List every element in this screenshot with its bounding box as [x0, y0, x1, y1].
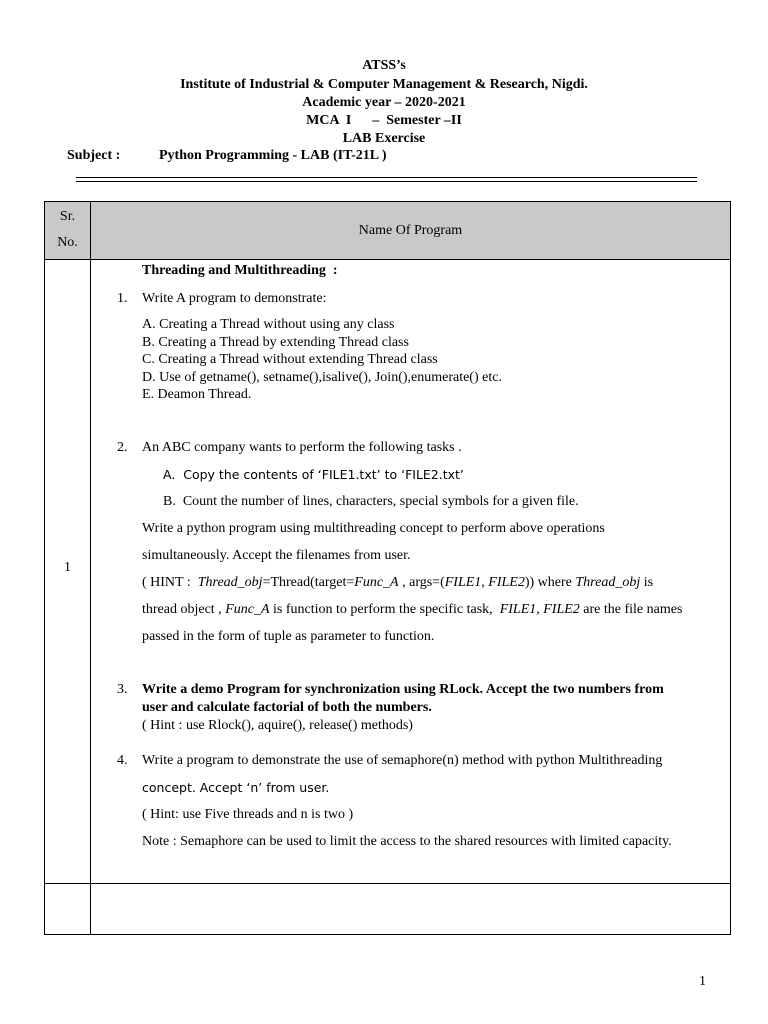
- table-row: [45, 260, 731, 884]
- q4-note: Note : Semaphore can be used to limit the access to the shared resources with limited capacity.: [142, 834, 672, 849]
- q2-para-line2: simultaneously. Accept the filenames from user.: [142, 548, 411, 563]
- q1-list: [142, 317, 502, 405]
- subject-value: Python Programming - LAB (IT-21L ): [159, 148, 387, 163]
- sr-cell: [45, 260, 91, 884]
- q3-hint: ( Hint : use Rlock(), aquire(), release() methods): [142, 718, 413, 733]
- header-divider-bottom: [76, 181, 697, 182]
- table-row-empty: [45, 884, 731, 935]
- list-item: D. Use of getname(), setname(),isalive(), Join(),enumerate() etc.: [142, 369, 502, 385]
- q1-text: 1. Write A program to demonstrate:: [117, 291, 327, 306]
- q2-hint-line2: thread object , Func_A is function to perform the specific task, FILE1, FILE2 are the file names: [142, 602, 683, 617]
- q2-hint-line1: ( HINT : Thread_obj=Thread(target=Func_A , args=(FILE1, FILE2)) where Thread_obj is: [142, 575, 654, 590]
- program-cell: [91, 260, 731, 884]
- table-header-row: [45, 202, 731, 260]
- q2-item-a: A. Copy the contents of ‘FILE1.txt’ to ‘FILE2.txt’: [163, 467, 464, 482]
- serial-number: 1: [64, 560, 71, 575]
- col-name-header: Name Of Program: [91, 202, 731, 260]
- section-title: Threading and Multithreading :: [142, 263, 338, 278]
- header-lab-exercise: LAB Exercise: [342, 131, 426, 146]
- q3-line2: user and calculate factorial of both the numbers.: [142, 700, 432, 715]
- list-item: C. Creating a Thread without extending Thread class: [142, 352, 438, 368]
- q4-hint: ( Hint: use Five threads and n is two ): [142, 807, 354, 822]
- q3-line1: 3. Write a demo Program for synchronization using RLock. Accept the two numbers from: [117, 682, 664, 697]
- empty-sr-cell: [45, 884, 91, 935]
- col-sr-header: Sr. No.: [45, 202, 91, 260]
- list-item: E. Deamon Thread.: [142, 387, 252, 403]
- q4-line1: 4. Write a program to demonstrate the use of semaphore(n) method with python Multithreading: [117, 753, 663, 768]
- q2-para-line1: Write a python program using multithreading concept to perform above operations: [142, 521, 605, 536]
- empty-program-cell: [91, 884, 731, 935]
- subject-line: [67, 148, 387, 164]
- list-item: A. Creating a Thread without using any class: [142, 317, 395, 332]
- q2-text: 2. An ABC company wants to perform the following tasks .: [117, 440, 462, 455]
- list-item: B. Creating a Thread by extending Thread class: [142, 334, 409, 350]
- header-institute: Institute of Industrial & Computer Management & Research, Nigdi.: [180, 77, 588, 92]
- q2-item-b: B. Count the number of lines, characters, special symbols for a given file.: [163, 494, 579, 509]
- q2-hint-line3: passed in the form of tuple as parameter to function.: [142, 629, 435, 644]
- program-table: [44, 201, 731, 935]
- subject-label: Subject :: [67, 148, 121, 163]
- page-number: 1: [699, 974, 706, 989]
- q4-line2: concept. Accept ‘n’ from user.: [142, 780, 330, 795]
- header-atss: ATSS’s: [362, 58, 406, 73]
- header-divider-top: [76, 177, 697, 178]
- header-academic-year: Academic year – 2020-2021: [302, 95, 466, 110]
- header-semester: MCA I – Semester –II: [306, 113, 462, 128]
